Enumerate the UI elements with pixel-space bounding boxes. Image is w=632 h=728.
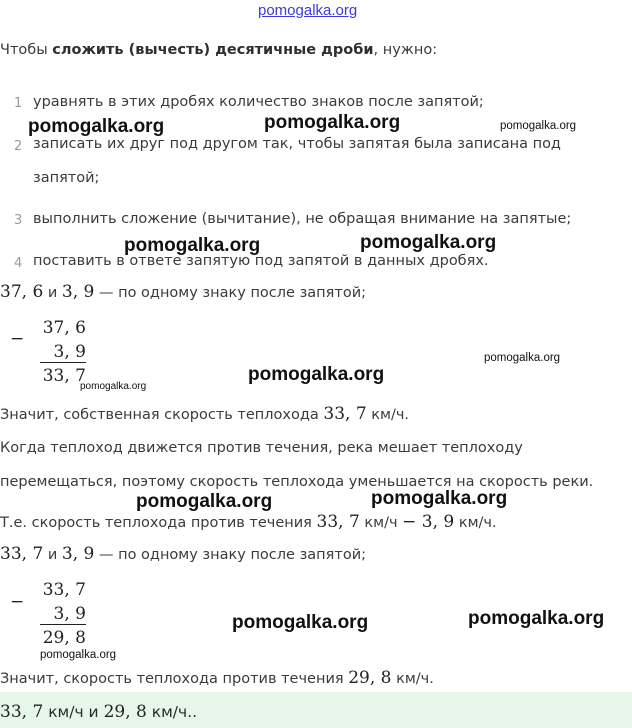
and-text: и bbox=[43, 547, 62, 563]
value-a: 37, 6 bbox=[0, 282, 44, 302]
own-speed-value: 33, 7 bbox=[323, 404, 367, 424]
calc-result: 29, 8 bbox=[42, 628, 86, 648]
intro-line bbox=[0, 42, 437, 58]
step-text-continued: запятой; bbox=[33, 170, 100, 186]
against-speed-line bbox=[0, 668, 434, 688]
against-speed-text: Значит, скорость теплохода против течения bbox=[0, 671, 349, 687]
against-speed-value: 29, 8 bbox=[348, 668, 392, 688]
te-minus: − bbox=[402, 512, 417, 532]
calc-top: 33, 7 bbox=[42, 580, 86, 600]
watermark: pomogalka.org bbox=[500, 120, 577, 132]
explain-line2: перемещаться, поэтому скорость теплохода уменьшается на скорость реки. bbox=[0, 474, 594, 490]
step-text: записать их друг под другом так, чтобы запятая была записана под bbox=[33, 136, 561, 152]
step-text: поставить в ответе запятую под запятой в данных дробях. bbox=[33, 253, 489, 269]
answer-line bbox=[0, 702, 197, 722]
calc-result: 33, 7 bbox=[42, 366, 86, 386]
step-number: 1 bbox=[14, 96, 23, 111]
watermark-top[interactable]: pomogalka.org bbox=[258, 2, 358, 19]
watermark: pomogalka.org bbox=[264, 112, 401, 133]
watermark: pomogalka.org bbox=[40, 649, 117, 661]
value-b: 3, 9 bbox=[61, 544, 95, 564]
calc-top: 37, 6 bbox=[42, 318, 86, 338]
section2-tail: — по одному знаку после запятой; bbox=[94, 547, 367, 563]
own-speed-text: Значит, собственная скорость теплохода bbox=[0, 407, 324, 423]
answer-value2: 29, 8 bbox=[103, 702, 147, 722]
against-speed-unit: км/ч. bbox=[391, 671, 434, 687]
own-speed-unit: км/ч. bbox=[366, 407, 410, 423]
answer-unit2: км/ч.. bbox=[146, 703, 198, 721]
calc-bottom: 3, 9 bbox=[40, 604, 86, 625]
watermark: pomogalka.org bbox=[360, 232, 497, 253]
watermark: pomogalka.org bbox=[371, 488, 508, 509]
te-unit2: км/ч. bbox=[454, 515, 497, 531]
te-expr2: 3, 9 bbox=[416, 512, 455, 532]
te-unit1: км/ч bbox=[359, 515, 403, 531]
calc-bottom: 3, 9 bbox=[40, 342, 86, 363]
watermark: pomogalka.org bbox=[124, 235, 261, 256]
step-number: 4 bbox=[14, 256, 23, 271]
watermark: pomogalka.org bbox=[484, 352, 561, 364]
intro-prefix: Чтобы bbox=[0, 42, 53, 58]
te-line bbox=[0, 512, 497, 532]
step-text: уравнять в этих дробях количество знаков после запятой; bbox=[33, 94, 484, 110]
own-speed-line bbox=[0, 404, 409, 424]
intro-suffix: , нужно: bbox=[373, 42, 438, 58]
te-expr1: 33, 7 bbox=[316, 512, 360, 532]
value-b: 3, 9 bbox=[61, 282, 95, 302]
watermark: pomogalka.org bbox=[468, 608, 605, 629]
watermark: pomogalka.org bbox=[80, 381, 147, 392]
intro-bold: сложить (вычесть) десятичные дроби bbox=[52, 42, 374, 58]
minus-sign: − bbox=[10, 592, 25, 612]
and-text: и bbox=[43, 285, 62, 301]
watermark: pomogalka.org bbox=[136, 491, 273, 512]
step-number: 3 bbox=[14, 213, 23, 228]
section1-line bbox=[0, 282, 366, 302]
explain-line1: Когда теплоход движется против течения, река мешает теплоходу bbox=[0, 440, 523, 456]
answer-unit1: км/ч и bbox=[43, 703, 104, 721]
section1-tail: — по одному знаку после запятой; bbox=[94, 285, 367, 301]
te-text: Т.е. скорость теплохода против течения bbox=[0, 515, 317, 531]
minus-sign: − bbox=[10, 329, 25, 349]
step-number: 2 bbox=[14, 139, 23, 154]
section2-line bbox=[0, 544, 366, 564]
value-a: 33, 7 bbox=[0, 544, 44, 564]
step-text: выполнить сложение (вычитание), не обращая внимание на запятые; bbox=[33, 211, 572, 227]
watermark: pomogalka.org bbox=[232, 612, 369, 633]
answer-value1: 33, 7 bbox=[0, 702, 44, 722]
watermark: pomogalka.org bbox=[248, 364, 385, 385]
watermark: pomogalka.org bbox=[28, 116, 165, 137]
